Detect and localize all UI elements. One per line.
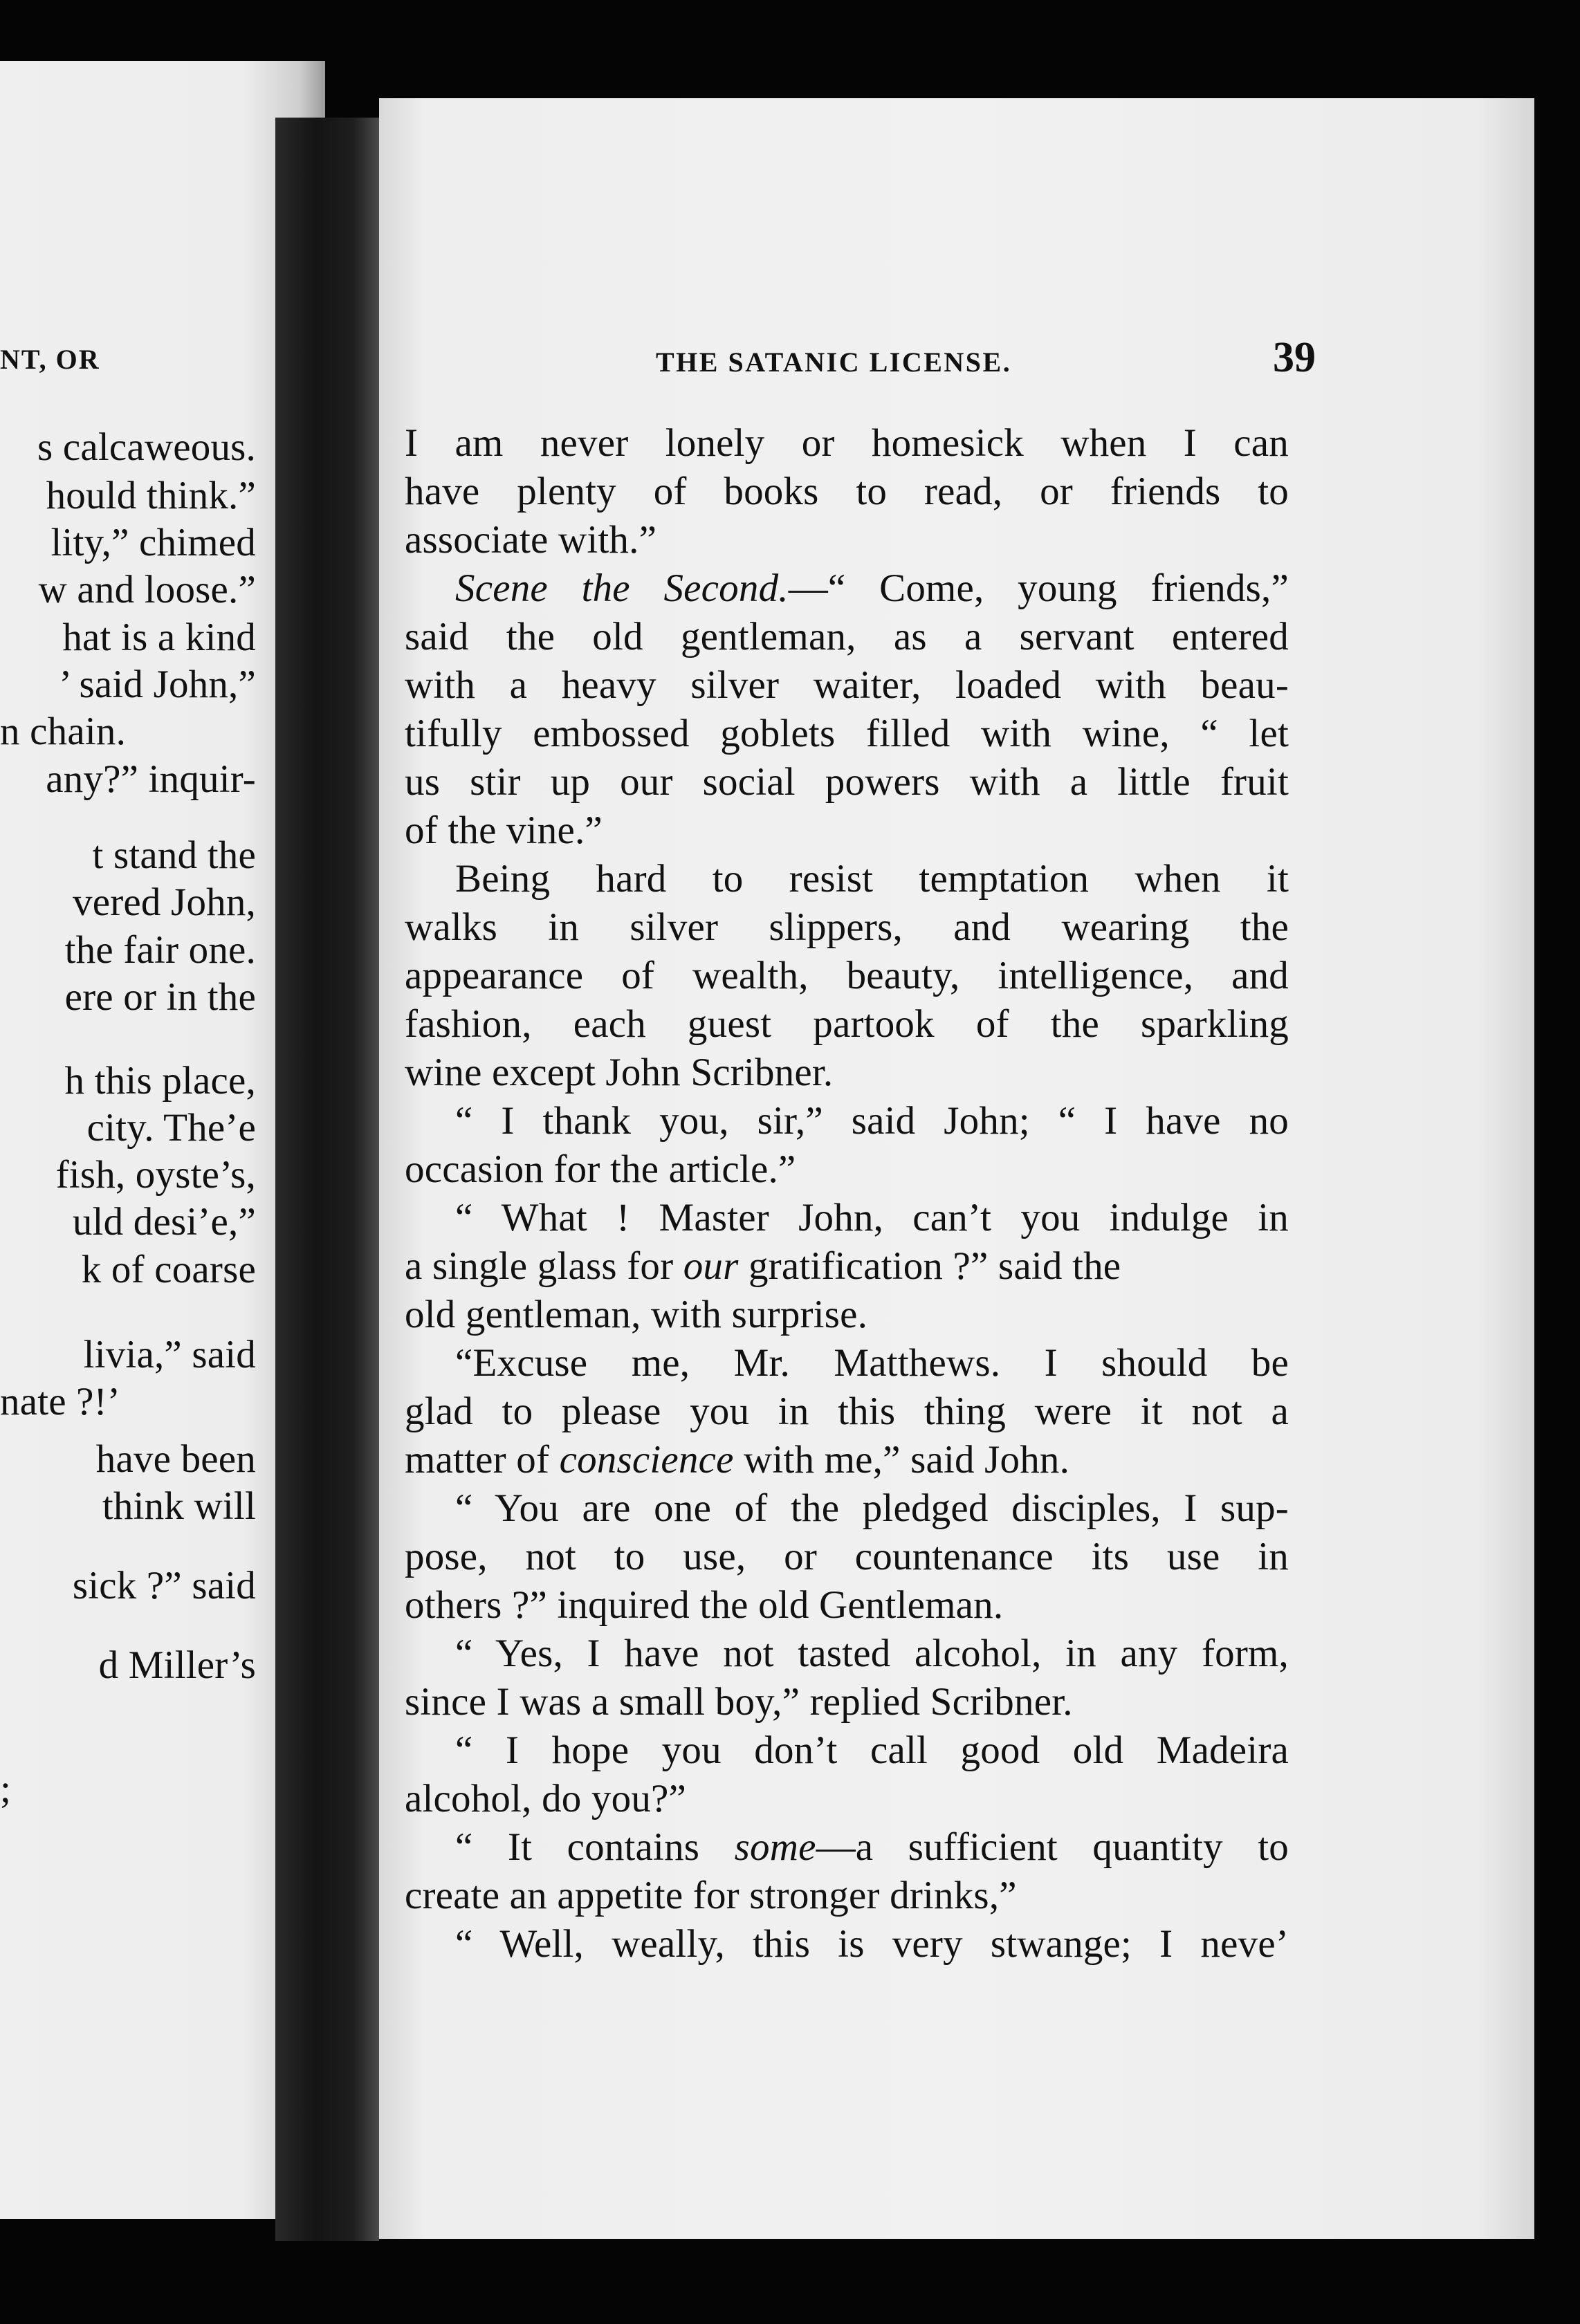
left-line: s calcaweous.	[37, 425, 256, 469]
left-line: livia,” said	[83, 1333, 256, 1376]
text-line: with a heavy silver waiter, loaded with beau-	[405, 663, 1289, 707]
text-line: walks in silver slippers, and wearing the	[405, 905, 1289, 949]
left-line: any?” inquir-	[46, 757, 256, 801]
left-line: ere or in the	[64, 975, 256, 1019]
text-line: tifully embossed goblets filled with wine, “ let	[405, 712, 1289, 755]
left-line: ;	[0, 1767, 12, 1811]
left-line: sick ?” said	[72, 1564, 256, 1607]
left-line: the fair one.	[64, 928, 256, 972]
running-head: THE SATANIC LICENSE.	[656, 347, 1012, 378]
left-line: fish, oyste’s,	[55, 1153, 256, 1197]
text-line: occasion for the article.”	[405, 1147, 796, 1191]
text-line: us stir up our social powers with a little fruit	[405, 760, 1289, 804]
emphasis: our	[683, 1244, 739, 1288]
left-line: have been	[95, 1437, 256, 1481]
text-line: “ It contains some—a sufficient quantity to	[455, 1825, 1289, 1869]
text-line: “Excuse me, Mr. Matthews. I should be	[455, 1341, 1289, 1385]
left-line: city. The’e	[86, 1106, 256, 1150]
emphasis: some	[734, 1825, 816, 1869]
left-line: w and loose.”	[38, 568, 256, 611]
text-line: pose, not to use, or countenance its use in	[405, 1535, 1289, 1578]
text-line: associate with.”	[405, 518, 657, 562]
left-line: k of coarse	[81, 1248, 256, 1291]
text-line: have plenty of books to read, or friends to	[405, 470, 1289, 513]
text-line: Being hard to resist temptation when it	[455, 857, 1289, 901]
left-line: d Miller’s	[98, 1643, 256, 1687]
text-line: wine except John Scribner.	[405, 1051, 834, 1094]
text-line: glad to please you in this thing were it not a	[405, 1390, 1289, 1433]
text-line: “ I hope you don’t call good old Madeira	[455, 1728, 1289, 1772]
text-line: alcohol, do you?”	[405, 1777, 687, 1820]
text-line: matter of conscience with me,” said John.	[405, 1438, 1070, 1482]
left-line: hat is a kind	[62, 616, 256, 659]
text-line: since I was a small boy,” replied Scribner.	[405, 1680, 1073, 1724]
text-line: said the old gentleman, as a servant entered	[405, 615, 1289, 658]
book-gutter	[275, 118, 379, 2241]
text-line: “ Yes, I have not tasted alcohol, in any form,	[455, 1632, 1289, 1675]
page-number: 39	[1273, 334, 1316, 381]
text-line: old gentleman, with surprise.	[405, 1293, 868, 1336]
left-line: h this place,	[64, 1059, 256, 1103]
text-line: “ You are one of the pledged disciples, I sup-	[455, 1486, 1289, 1530]
text-line: “ What ! Master John, can’t you indulge in	[455, 1196, 1289, 1239]
text-line: “ I thank you, sir,” said John; “ I have no	[455, 1099, 1289, 1143]
left-line: ’ said John,”	[59, 663, 256, 706]
text-line: “ Well, weally, this is very stwange; I neve’	[455, 1922, 1289, 1966]
left-line: nate ?!’	[0, 1380, 121, 1423]
left-line: vered John,	[73, 880, 256, 924]
right-page	[379, 98, 1534, 2239]
scene-heading: Scene the Second.	[455, 566, 789, 610]
text-line: I am never lonely or homesick when I can	[405, 421, 1289, 465]
text-line: Scene the Second.—“ Come, young friends,”	[455, 566, 1289, 610]
text-line: create an appetite for stronger drinks,”	[405, 1874, 1017, 1917]
left-running-head: NT, OR	[0, 344, 100, 375]
left-line: uld desi’e,”	[72, 1200, 256, 1244]
left-line: t stand the	[92, 833, 256, 877]
left-line: n chain.	[0, 710, 127, 753]
emphasis: conscience	[559, 1438, 734, 1482]
text-line: a single glass for our gratification ?” said the	[405, 1244, 1121, 1288]
left-line: think will	[102, 1484, 256, 1528]
text-line: fashion, each guest partook of the sparkling	[405, 1002, 1289, 1046]
left-line: lity,” chimed	[50, 521, 256, 564]
text-line: others ?” inquired the old Gentleman.	[405, 1583, 1004, 1627]
left-line: hould think.”	[46, 474, 256, 517]
text-line: of the vine.”	[405, 809, 603, 852]
text-line: appearance of wealth, beauty, intelligence, and	[405, 954, 1289, 997]
